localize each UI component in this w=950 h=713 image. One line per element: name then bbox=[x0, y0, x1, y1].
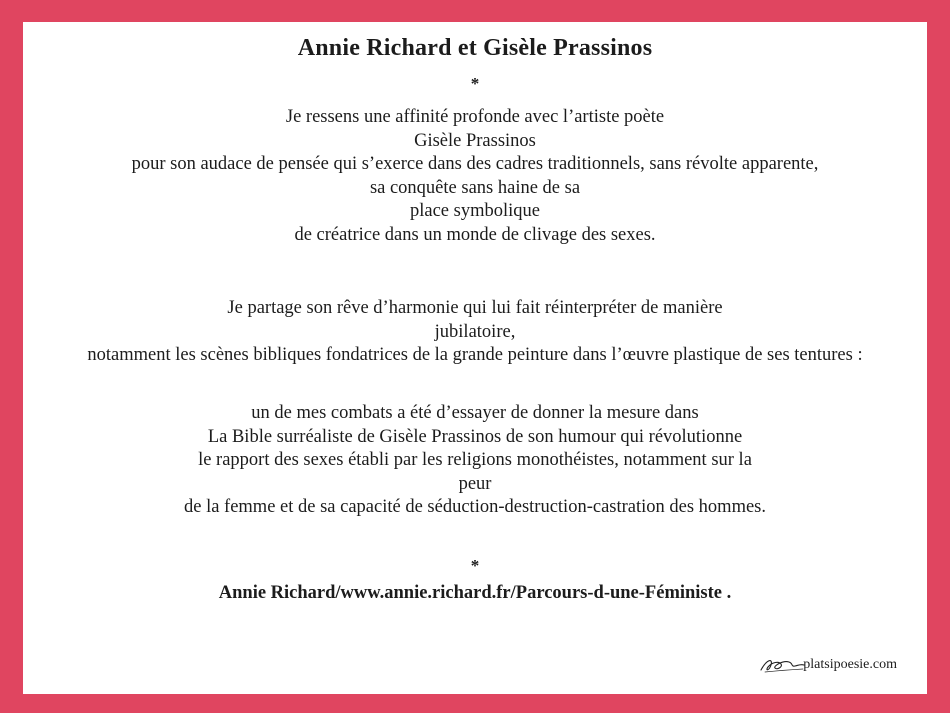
text-line: sa conquête sans haine de sa bbox=[369, 177, 581, 198]
text-line: peur bbox=[458, 473, 492, 494]
poem-card bbox=[23, 22, 927, 694]
text-line: jubilatoire, bbox=[434, 321, 516, 342]
text-line: Je ressens une affinité profonde avec l’artiste poète bbox=[285, 107, 665, 127]
watermark-text: platsipoesie.com bbox=[803, 657, 897, 672]
text-line: le rapport des sexes établi par les religions monothéistes, notamment sur la bbox=[198, 450, 752, 471]
watermark-logo bbox=[759, 655, 897, 675]
text-line: de la femme et de sa capacité de séduction-destruction-castration des hommes. bbox=[183, 497, 766, 518]
signature-line: Annie Richard/www.annie.richard.fr/Parcours-d-une-Féministe . bbox=[218, 583, 732, 603]
text-line: de créatrice dans un monde de clivage des sexes. bbox=[294, 224, 656, 245]
separator-star: * bbox=[470, 556, 480, 575]
text-line: place symbolique bbox=[410, 201, 540, 222]
text-line: La Bible surréaliste de Gisèle Prassinos de son humour qui révolutionne bbox=[207, 426, 743, 447]
text-line: pour son audace de pensée qui s’exerce dans des cadres traditionnels, sans révolte apparente, bbox=[131, 154, 819, 175]
paragraph-1 bbox=[23, 106, 927, 248]
text-line: un de mes combats a été d’essayer de donner la mesure dans bbox=[251, 403, 699, 423]
text-line: Je partage son rêve d’harmonie qui lui fait réinterpréter de manière bbox=[227, 298, 723, 318]
paragraph-2 bbox=[23, 297, 927, 368]
paragraph-3 bbox=[23, 402, 927, 520]
text-line: Gisèle Prassinos bbox=[414, 130, 536, 151]
separator-star: * bbox=[470, 74, 480, 93]
page-title: Annie Richard et Gisèle Prassinos bbox=[297, 35, 653, 61]
signature-scribble-icon bbox=[759, 655, 805, 675]
text-line: notamment les scènes bibliques fondatrices de la grande peinture dans l’œuvre plastique de ses tentures : bbox=[87, 345, 863, 366]
